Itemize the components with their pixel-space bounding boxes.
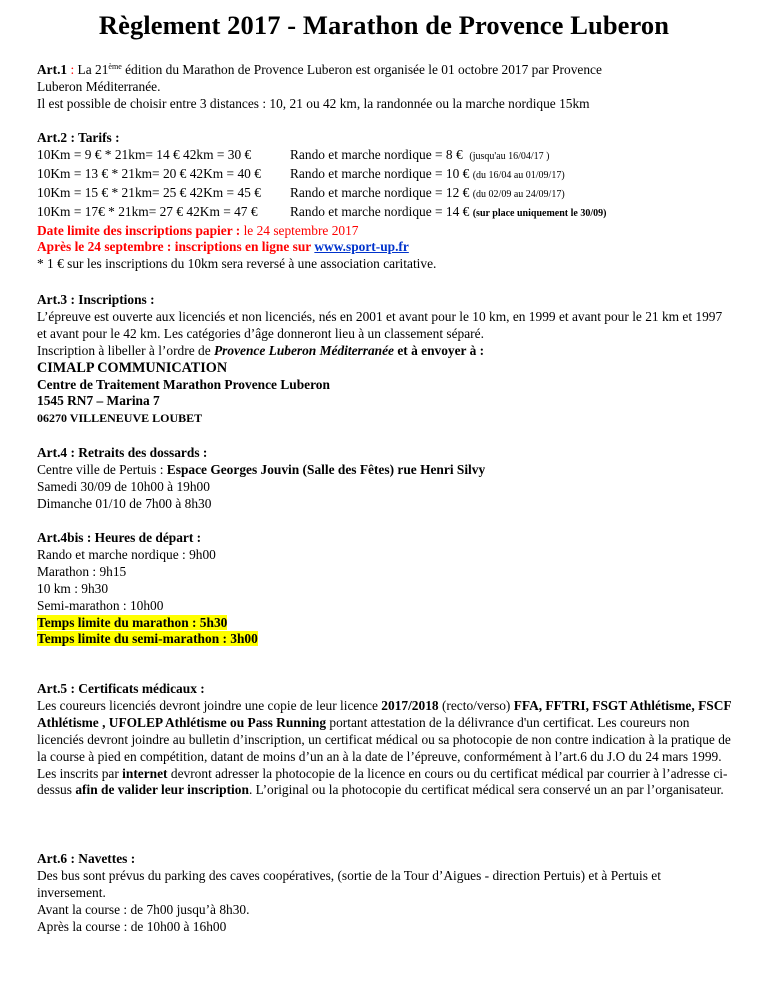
tarifs-table [37, 147, 737, 223]
article-5: Art.5 : Certificats médicaux : Les coureurs licenciés devront joindre une copie de leur licence 2017/2018 (recto/verso) FFA, FFTRI, FSGT Athlétisme, FSCF Athlétisme , UFOLEP Athlétisme ou Pass Running portant attestation de la délivrance d'un certificat. Les coureurs non licenciés devront joindre au bulletin d’inscription, un certificat médical ou sa photocopie de non contre indication à la pratique de la course à pied en compétition, datant de moins d’un an à la date de l’épreuve, conformément à l’art.6 du J.O du 24 mars 1999. Les inscrits par internet devront adresser la photocopie de la licence en cours ou du certificat médical par courrier à l’adresse ci-dessus afin de valider leur inscription. L’original ou la photocopie du certificat médical sera conservé un an par l’organisateur. [37, 681, 732, 798]
charity-note: * 1 € sur les inscriptions du 10km sera reversé à une association caritative. [37, 256, 437, 272]
article-4bis: Art.4bis : Heures de départ : Rando et marche nordique : 9h00 Marathon : 9h15 10 km : 9h30 Semi-marathon : 10h00 Temps limite du marathon : 5h30 Temps limite du semi-marathon : 3h00 [37, 530, 258, 647]
article-6: Art.6 : Navettes : Des bus sont prévus du parking des caves coopératives, (sortie de la Tour d’Aigues - direction Pertuis) et à Pertuis et inversement. Avant la course : de 7h00 jusqu’à 8h30. Après la course : de 10h00 à 16h00 [37, 851, 661, 934]
semi-marathon-time-limit: Temps limite du semi-marathon : 3h00 [37, 631, 258, 647]
article-2-heading: Art.2 : Tarifs : [37, 130, 120, 145]
address-line-3: 1545 RN7 – Marina 7 [37, 393, 160, 409]
article-2 [37, 130, 737, 273]
article-4bis-heading: Art.4bis : Heures de départ : [37, 530, 202, 545]
article-6-heading: Art.6 : Navettes : [37, 851, 136, 866]
tarif-row: 10Km = 13 € * 21km= 20 € 42Km = 40 € Rando et marche nordique = 10 € (du 16/04 au 01/09/17) [37, 165, 565, 181]
online-registration-line: Après le 24 septembre : inscriptions en ligne sur www.sport-up.fr [37, 239, 409, 255]
article-3: Art.3 : Inscriptions : L’épreuve est ouverte aux licenciés et non licenciés, nés en 2001 et avant pour le 10 km, en 1999 et avant pour le 21 km et 1997 et avant pour le 42 km. Les catégories d’âge donneront lieu à un classement séparé. Inscription à libeller à l’ordre de Provence Luberon Méditerranée et à envoyer à : CIMALP COMMUNICATION Centre de Traitement Marathon Provence Luberon 1545 RN7 – Marina 7 06270 VILLENEUVE LOUBET [37, 292, 737, 427]
tarif-row: 10Km = 9 € * 21km= 14 € 42km = 30 € Rando et marche nordique = 8 € (jusqu'au 16/04/17 ) [37, 146, 550, 162]
tarif-row: 10Km = 15 € * 21km= 25 € 42Km = 45 € Rando et marche nordique = 12 € (du 02/09 au 24/09/17) [37, 184, 565, 200]
tarif-row: 10Km = 17€ * 21km= 27 € 42Km = 47 € Rando et marche nordique = 14 € (sur place uniquement le 30/09) [37, 203, 607, 219]
article-5-heading: Art.5 : Certificats médicaux : [37, 681, 205, 696]
sport-up-link[interactable]: www.sport-up.fr [314, 239, 409, 255]
address-line-1: CIMALP COMMUNICATION [37, 359, 228, 376]
article-1-label: Art.1 [37, 62, 68, 77]
article-4: Art.4 : Retraits des dossards : Centre ville de Pertuis : Espace Georges Jouvin (Salle des Fêtes) rue Henri Silvy Samedi 30/09 de 10h00 à 19h00 Dimanche 01/10 de 7h00 à 8h30 [37, 445, 486, 511]
article-3-heading: Art.3 : Inscriptions : [37, 292, 155, 307]
address-line-4: 06270 VILLENEUVE LOUBET [37, 411, 203, 426]
marathon-time-limit: Temps limite du marathon : 5h30 [37, 614, 228, 630]
deadline-line: Date limite des inscriptions papier : le 24 septembre 2017 [37, 222, 359, 238]
page-title: Règlement 2017 - Marathon de Provence Luberon [98, 10, 670, 40]
article-4-heading: Art.4 : Retraits des dossards : [37, 445, 208, 460]
article-1: Art.1 : La 21ème édition du Marathon de Provence Luberon est organisée le 01 octobre 2017 par Provence Luberon Méditerranée. Il est possible de choisir entre 3 distances : 10, 21 ou 42 km, la randonnée ou la marche nordique 15km [37, 62, 602, 111]
address-line-2: Centre de Traitement Marathon Provence Luberon [37, 376, 330, 392]
